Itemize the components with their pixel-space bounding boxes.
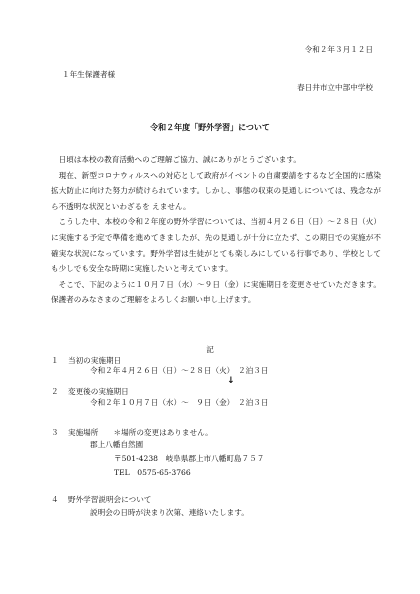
school-name: 春日井市立中部中学校 (297, 83, 373, 92)
body-paragraph-2: 現在、新型コロナウィルスへの対応として政府がイベントの自粛要請をするなど全国的に感染拡大防止に向けた努力が続けられています。しかし、事態の収束の見通しについては、残念ながら不透明な状況といわざるを えません。 (51, 170, 381, 211)
recipient: １年生保護者様 (62, 70, 116, 79)
section-4-number: ４ (51, 495, 59, 504)
issue-date: 令和２年３月１２日 (304, 45, 373, 54)
body-paragraph-3: こうした中、本校の令和２年度の野外学習については、当初４月２６日（日）～２８日（火）に実施する予定で準備を進めてきましたが、先の見通しが十分に立たず、この期日での実施が不確実な状況になっています。野外学習は生徒がとても楽しみにしている行事であり、学校としても少しでも安全な時期に実施したいと考えています。 (51, 217, 381, 274)
section-4-note: 説明会の日時が決まり次第、連絡いたします。 (90, 508, 249, 517)
down-arrow-icon: ↓ (227, 376, 235, 386)
section-1-number: １ (51, 356, 59, 365)
section-2-number: ２ (51, 387, 59, 396)
document-title: 令和２年度「野外学習」について (150, 122, 270, 132)
section-4-label: 野外学習説明会について (68, 495, 152, 504)
letter-body (51, 152, 381, 308)
section-2-label: 変更後の実施期日 (68, 387, 129, 396)
section-1-dates: 令和２年４月２６日（日）～２８日（火） ２泊３日 (90, 366, 269, 375)
ki-heading: 記 (206, 345, 214, 354)
venue-phone: TEL 0575-65-3766 (114, 468, 191, 477)
body-paragraph-4: そこで、下記のように１０月７日（水）～９日（金）に実施期日を変更させていただきます。保護者のみなさまのご理解をよろしくお願い申し上げます。 (51, 279, 381, 305)
body-paragraph-1: 日頃は本校の教育活動へのご理解ご協力、誠にありがとうございます。 (58, 155, 301, 164)
section-2-dates: 令和２年１０月７日（水）～ ９日（金） ２泊３日 (90, 398, 269, 407)
section-3-label: 実施場所 ＊場所の変更はありません。 (68, 428, 213, 437)
section-1-label: 当初の実施期日 (68, 356, 122, 365)
venue-name: 郡上八幡自然園 (90, 440, 144, 449)
section-3-number: ３ (51, 428, 59, 437)
venue-address: 〒501-4238 岐阜県郡上市八幡町島７５７ (114, 454, 265, 463)
